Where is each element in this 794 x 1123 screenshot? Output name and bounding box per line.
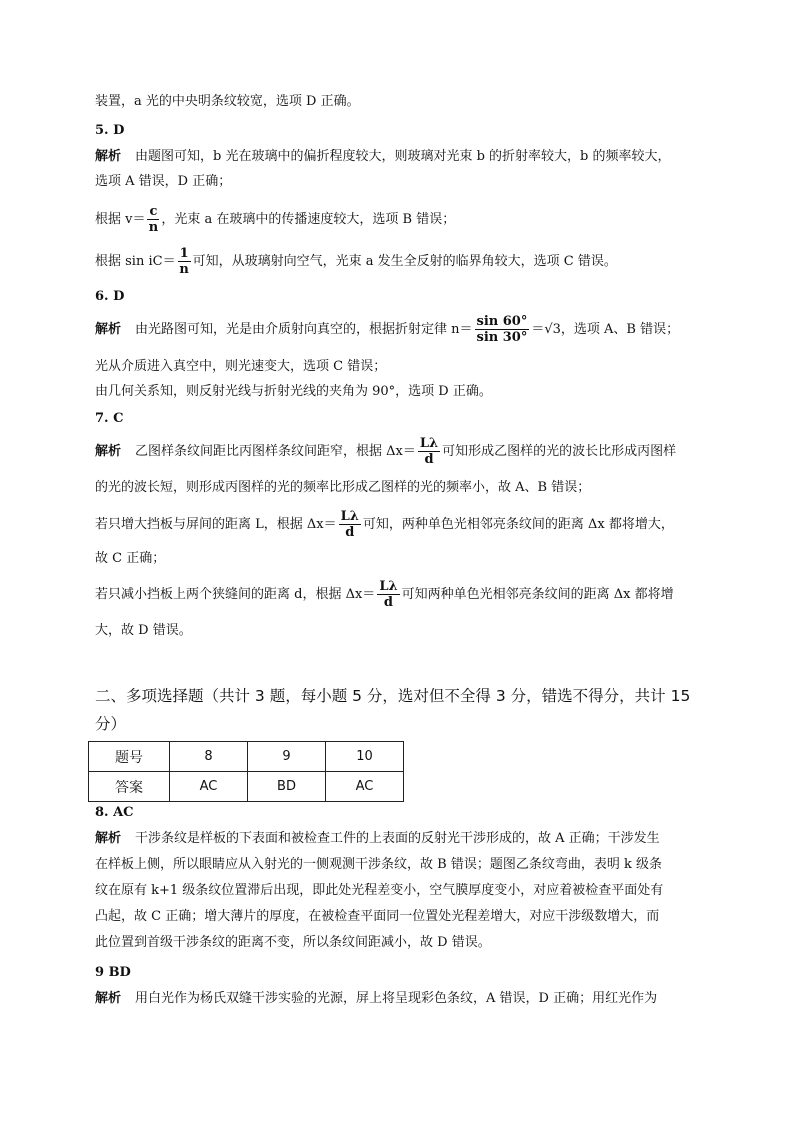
question-7-answer: 7. C (95, 411, 124, 426)
table-row (89, 742, 404, 772)
section-heading: 二、多项选择题（共计 3 题，每小题 5 分，选对但不全得 3 分，错选不得分，共计 15 (95, 687, 691, 705)
formula-line: 若只减小挡板上两个狭缝间的距离 d，根据 Δx＝ $\frac{L\lambda}{d}$ 可知两种单色光相邻亮条纹间的距离 Δx 都将增 (95, 579, 674, 610)
formula-line: 解析 由光路图可知，光是由介质射向真空的，根据折射定律 n＝ $\frac{\sin 60^\circ}{\sin 30^\circ}$ ＝√3，选项 A、B 错误； (95, 314, 680, 345)
text-line: 光从介质进入真空中，则光速变大，选项 C 错误； (95, 359, 387, 374)
table-cell: AC (326, 772, 404, 802)
text-line: 此位置到首级干涉条纹的距离不变，所以条纹间距减小，故 D 错误。 (95, 935, 491, 950)
fraction: $\frac{L\lambda}{d}$ (340, 509, 359, 540)
analysis-line: 解析 干涉条纹是样板的下表面和被检查工件的上表面的反射光干涉形成的，故 A 正确；干涉发生 (95, 831, 660, 846)
text-line: 由几何关系知，则反射光线与折射光线的夹角为 90°，选项 D 正确。 (95, 384, 492, 399)
text-line: 故 C 正确； (95, 551, 166, 566)
formula-line: 根据 sin iC＝ $\frac{1}{n}$ 可知，从玻璃射向空气，光束 a 发生全反射的临界角较大，选项 C 错误。 (95, 246, 617, 277)
analysis-label: 解析 (95, 444, 122, 459)
text-line: 选项 A 错误，D 正确； (95, 174, 232, 189)
formula-line: 根据 v＝ $\frac{c}{n}$ ，光束 a 在玻璃中的传播速度较大，选项 B 错误； (95, 204, 456, 235)
text-line: 的光的波长短，则形成丙图样的光的频率比形成乙图样的光的频率小，故 A、B 错误； (95, 480, 591, 495)
table-cell: BD (248, 772, 326, 802)
question-8-answer: 8. AC (95, 805, 134, 820)
question-6-answer: 6. D (95, 289, 125, 304)
text-line: 装置，a 光的中央明条纹较宽，选项 D 正确。 (95, 94, 360, 109)
question-5-answer: 5. D (95, 123, 125, 138)
analysis-line: 解析 用白光作为杨氏双缝干涉实验的光源，屏上将呈现彩色条纹，A 错误，D 正确；用红光作为 (95, 991, 658, 1006)
analysis-label: 解析 (95, 322, 122, 337)
table-cell: 9 (248, 742, 326, 772)
fraction: $\frac{L\lambda}{d}$ (379, 579, 398, 610)
formula-line: 解析 乙图样条纹间距比丙图样条纹间距窄，根据 Δx＝ $\frac{L\lambda}{d}$ 可知形成乙图样的光的波长比形成丙图样 (95, 436, 677, 467)
fraction: $\frac{L\lambda}{d}$ (419, 436, 439, 467)
analysis-label: 解析 (95, 831, 122, 846)
table-cell: 10 (326, 742, 404, 772)
fraction: $\frac{c}{n}$ (148, 204, 159, 235)
fraction: $\frac{\sin 60^\circ}{\sin 30^\circ}$ (476, 314, 528, 345)
question-9-answer: 9 BD (95, 965, 131, 980)
formula-line: 若只增大挡板与屏间的距离 L，根据 Δx＝ $\frac{L\lambda}{d}$ 可知，两种单色光相邻亮条纹间的距离 Δx 都将增大， (95, 509, 674, 540)
analysis-line: 解析 由题图可知，b 光在玻璃中的偏折程度较大，则玻璃对光束 b 的折射率较大，b 的频率较大， (95, 149, 671, 164)
answer-table (88, 741, 404, 802)
header-cell: 题号 (89, 742, 170, 772)
text-line: 大，故 D 错误。 (95, 623, 192, 638)
text-line: 纹在原有 k+1 级条纹位置滞后出现，即此处光程差变小，空气膜厚度变小，对应着被检查平面处有 (95, 883, 664, 898)
section-heading-cont: 分） (95, 715, 127, 733)
table-cell: 8 (170, 742, 248, 772)
analysis-label: 解析 (95, 991, 122, 1006)
text-line: 在样板上侧，所以眼睛应从入射光的一侧观测干涉条纹，故 B 错误；题图乙条纹弯曲，表明 k 级条 (95, 857, 662, 872)
text-line: 凸起，故 C 正确；增大薄片的厚度，在被检查平面同一位置处光程差增大，对应干涉级数增大，而 (95, 909, 660, 924)
header-cell: 答案 (89, 772, 170, 802)
table-row (89, 772, 404, 802)
fraction: $\frac{1}{n}$ (179, 246, 189, 277)
analysis-label: 解析 (95, 149, 122, 164)
table-cell: AC (170, 772, 248, 802)
